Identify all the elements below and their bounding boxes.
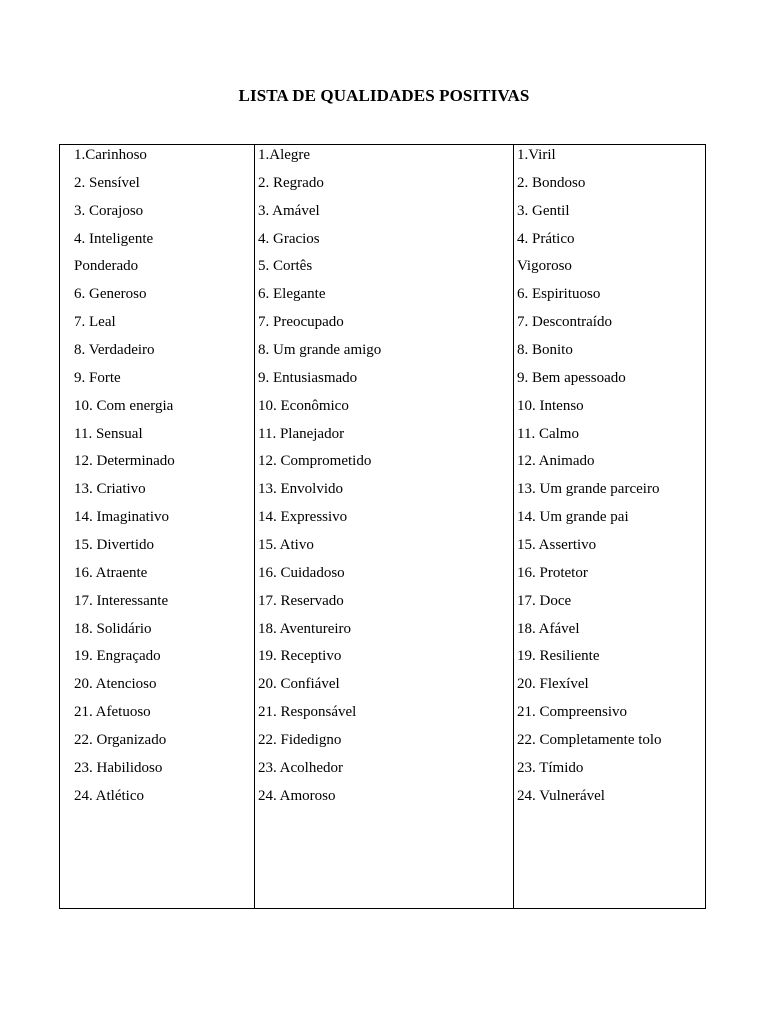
quality-item: 7. Leal [74, 314, 116, 331]
quality-item: 24. Vulnerável [517, 787, 605, 804]
quality-item: 11. Planejador [258, 425, 345, 442]
quality-item: 19. Engraçado [74, 648, 161, 665]
quality-item: 1.Alegre [258, 147, 311, 163]
quality-item: 14. Expressivo [258, 509, 348, 526]
quality-item: 9. Entusiasmado [258, 369, 358, 386]
quality-item: 23. Tímido [517, 759, 584, 776]
quality-item: 7. Preocupado [258, 314, 344, 331]
quality-item: 24. Atlético [74, 787, 144, 804]
quality-item: 6. Generoso [74, 286, 147, 303]
quality-item: 3. Corajoso [74, 202, 144, 219]
quality-item: 10. Econômico [258, 397, 349, 414]
quality-item: 14. Imaginativo [74, 509, 169, 526]
quality-item: 15. Divertido [74, 536, 154, 553]
quality-item: 1.Carinhoso [74, 147, 147, 163]
quality-item: 18. Aventureiro [258, 620, 352, 637]
quality-item: 12. Determinado [74, 453, 175, 470]
quality-item: 13. Um grande parceiro [517, 481, 660, 498]
qualities-table [59, 144, 706, 909]
quality-item: 19. Receptivo [258, 648, 342, 665]
quality-item: 22. Completamente tolo [517, 731, 662, 748]
quality-item: 18. Afável [517, 620, 580, 637]
quality-item: 7. Descontraído [517, 314, 612, 331]
quality-item: 21. Compreensivo [517, 704, 627, 720]
quality-item: 2. Regrado [258, 174, 324, 191]
quality-item: 16. Protetor [517, 564, 588, 581]
quality-item: 1.Viril [517, 147, 556, 163]
quality-item: 17. Reservado [258, 592, 344, 609]
quality-item: 8. Um grande amigo [258, 342, 382, 358]
quality-item: 11. Sensual [74, 425, 143, 442]
quality-item: 2. Sensível [74, 174, 140, 191]
quality-item: 3. Gentil [517, 202, 570, 219]
quality-item: 18. Solidário [74, 620, 152, 637]
quality-item: 23. Habilidoso [74, 759, 163, 776]
quality-item: 6. Espirituoso [517, 286, 601, 303]
quality-item: 4. Gracios [258, 230, 320, 247]
quality-item: 21. Afetuoso [74, 704, 151, 720]
quality-item: 10. Intenso [517, 397, 584, 414]
quality-item: 12. Comprometido [258, 453, 372, 470]
quality-item: 4. Prático [517, 230, 575, 247]
quality-item: 16. Atraente [74, 564, 148, 581]
quality-item: 11. Calmo [517, 425, 579, 442]
quality-item: 2. Bondoso [517, 174, 586, 191]
quality-item: 17. Doce [517, 592, 572, 609]
quality-item: 12. Animado [517, 453, 595, 470]
quality-item: 13. Criativo [74, 481, 146, 498]
quality-item: 5. Cortês [258, 258, 313, 275]
quality-item: Vigoroso [517, 258, 572, 275]
quality-item: 23. Acolhedor [258, 759, 343, 776]
quality-item: 10. Com energia [74, 397, 174, 414]
quality-item: 15. Ativo [258, 536, 314, 553]
quality-item: 22. Fidedigno [258, 731, 342, 748]
quality-item: 8. Verdadeiro [74, 342, 155, 358]
quality-item: 3. Amável [258, 202, 320, 219]
quality-item: 13. Envolvido [258, 481, 343, 498]
quality-item: 9. Forte [74, 369, 121, 386]
quality-item: Ponderado [74, 258, 139, 275]
quality-item: 4. Inteligente [74, 230, 154, 247]
quality-item: 15. Assertivo [517, 536, 597, 553]
quality-item: 24. Amoroso [258, 787, 336, 804]
quality-item: 9. Bem apessoado [517, 369, 626, 386]
quality-item: 16. Cuidadoso [258, 564, 345, 581]
quality-item: 14. Um grande pai [517, 509, 629, 526]
quality-item: 6. Elegante [258, 286, 326, 303]
quality-item: 19. Resiliente [517, 648, 600, 665]
quality-item: 22. Organizado [74, 731, 167, 748]
document-title: LISTA DE QUALIDADES POSITIVAS [238, 86, 530, 105]
column-divider-1 [254, 145, 255, 908]
quality-item: 8. Bonito [517, 342, 573, 358]
quality-item: 21. Responsável [258, 704, 357, 720]
quality-item: 20. Confiável [258, 676, 340, 693]
quality-item: 20. Atencioso [74, 676, 157, 693]
quality-item: 17. Interessante [74, 592, 169, 609]
column-divider-2 [513, 145, 514, 908]
quality-item: 20. Flexível [517, 676, 589, 693]
